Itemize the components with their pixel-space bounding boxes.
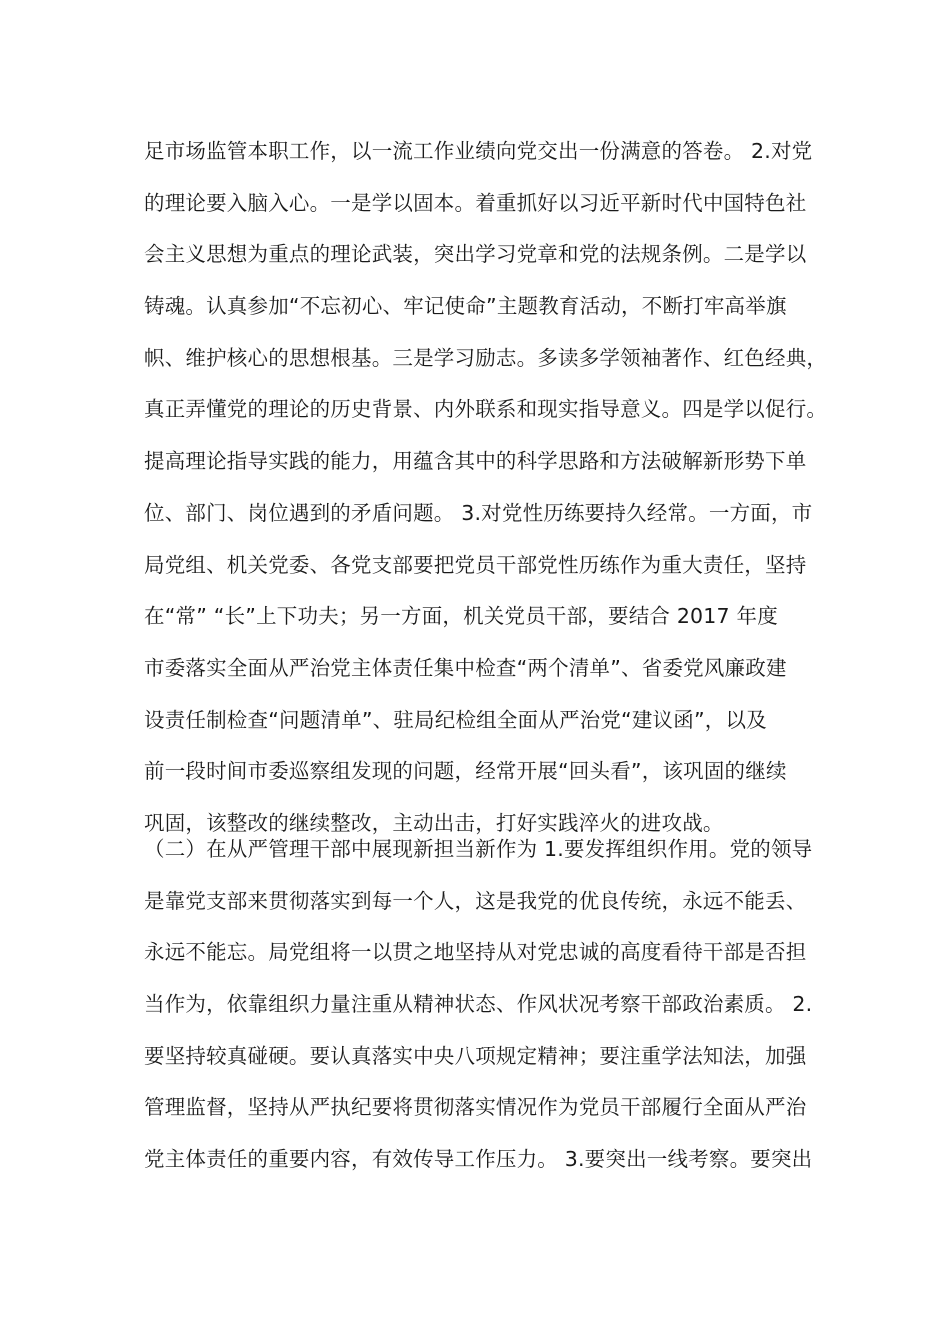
- text-line: 铸魂。认真参加“不忘初心、牢记使命”主题教育活动，不断打牢高举旗: [144, 294, 787, 319]
- text-line: 在“常” “长”上下功夫；另一方面，机关党员干部，要结合 2017 年度: [144, 604, 778, 629]
- paragraph-1: [144, 126, 828, 850]
- text-line: 是靠党支部来贯彻落实到每一个人，这是我党的优良传统，永远不能丢、: [144, 888, 807, 913]
- text-line: 帜、维护核心的思想根基。三是学习励志。多读多学领袖著作、红色经典，: [144, 345, 828, 370]
- text-line: 管理监督，坚持从严执纪要将贯彻落实情况作为党员干部履行全面从严治: [144, 1095, 807, 1120]
- text-line: 位、部门、岗位遇到的矛盾问题。 3.对党性历练要持久经常。一方面，市: [144, 500, 813, 525]
- text-line: 前一段时间市委巡察组发现的问题，经常开展“回头看”，该巩固的继续: [144, 759, 787, 784]
- text-line: 当作为，依靠组织力量注重从精神状态、作风状况考察干部政治素质。 2.: [144, 992, 813, 1017]
- text-line: 足市场监管本职工作，以一流工作业绩向党交出一份满意的答卷。 2.对党: [144, 139, 813, 163]
- text-line: 的理论要入脑入心。一是学以固本。着重抓好以习近平新时代中国特色社: [144, 190, 807, 215]
- text-line: 市委落实全面从严治党主体责任集中检查“两个清单”、省委党风廉政建: [144, 655, 787, 680]
- text-line: 会主义思想为重点的理论武装，突出学习党章和党的法规条例。二是学以: [144, 242, 807, 267]
- text-line: 要坚持较真碰硬。要认真落实中央八项规定精神；要注重学法知法，加强: [144, 1043, 807, 1068]
- text-line: 局党组、机关党委、各党支部要把党员干部党性历练作为重大责任，坚持: [144, 552, 807, 577]
- text-line: 设责任制检查“问题清单”、驻局纪检组全面从严治党“建议函”，以及: [144, 707, 767, 732]
- text-line: 党主体责任的重要内容，有效传导工作压力。 3.要突出一线考察。要突出: [144, 1147, 813, 1172]
- text-line: （二）在从严管理干部中展现新担当新作为 1.要发挥组织作用。党的领导: [144, 837, 813, 861]
- text-line: 永远不能忘。局党组将一以贯之地坚持从对党忠诚的高度看待干部是否担: [144, 940, 807, 965]
- text-line: 巩固，该整改的继续整改，主动出击，打好实践淬火的进攻战。: [144, 810, 724, 835]
- text-line: 提高理论指导实践的能力，用蕴含其中的科学思路和方法破解新形势下单: [144, 449, 807, 474]
- paragraph-2: [144, 824, 824, 1186]
- text-line: 真正弄懂党的理论的历史背景、内外联系和现实指导意义。四是学以促行。: [144, 397, 828, 422]
